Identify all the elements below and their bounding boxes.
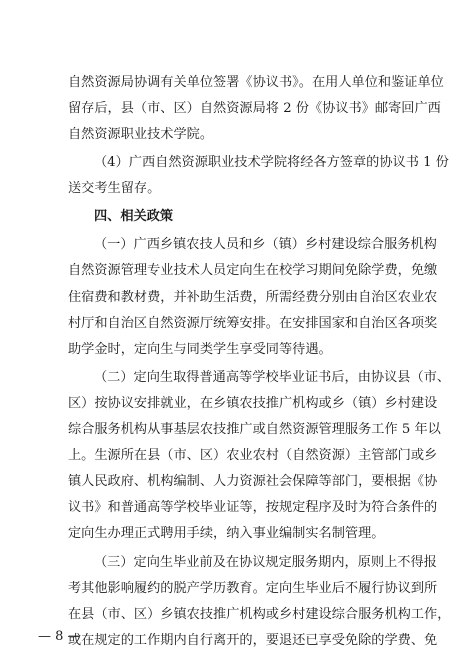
paragraph-line: （一）广西乡镇农技人员和乡（镇）乡村建设综合服务机构 <box>94 237 437 252</box>
paragraph-line: 自然资源职业技术学院。 <box>68 127 214 142</box>
paragraph-line: 上。生源所在县（市、区）农业农村（自然资源）主管部门或乡 <box>68 448 438 463</box>
paragraph-line: 区）按协议安排就业，在乡镇农技推广机构或乡（镇）乡村建设 <box>68 396 438 411</box>
paragraph-line: 留存后，县（市、区）自然资源局将 2 份《协议书》邮寄回广西 <box>68 101 441 116</box>
paragraph-line: 在县（市、区）乡镇农技推广机构或乡村建设综合服务机构工作， <box>68 607 451 622</box>
paragraph-line: 综合服务机构从事基层农技推广或自然资源管理服务工作 5 年以 <box>68 422 441 437</box>
paragraph-line: 考其他影响履约的脱产学历教育。定向生毕业后不履行协议到所 <box>68 581 438 596</box>
paragraph-line: 自然资源管理专业技术人员定向生在校学习期间免除学费，免缴 <box>68 263 438 278</box>
paragraph-line: 村厅和自治区自然资源厅统筹安排。在安排国家和自治区各项奖 <box>68 316 438 331</box>
paragraph-line: 住宿费和教材费，并补助生活费，所需经费分别由自治区农业农 <box>68 290 438 305</box>
section-heading: 四、相关政策 <box>94 209 174 224</box>
paragraph-line: （4）广西自然资源职业技术学院将经各方签章的协议书 1 份 <box>94 155 449 170</box>
paragraph-line: 议书》和普通高等学校毕业证等，按规定程序及时为符合条件的 <box>68 500 438 515</box>
paragraph-line: 送交考生留存。 <box>68 181 161 196</box>
paragraph-line: （三）定向生毕业前及在协议规定服务期内，原则上不得报 <box>94 555 437 570</box>
paragraph-line: 或在规定的工作期内自行离开的，要退还已享受免除的学费、免 <box>68 633 438 648</box>
page-number: — 8 — <box>38 629 81 644</box>
paragraph-line: 定向生办理正式聘用手续，纳入事业编制实名制管理。 <box>68 526 385 541</box>
paragraph-line: （二）定向生取得普通高等学校毕业证书后，由协议县（市、 <box>94 370 451 385</box>
paragraph-line: 助学金时，定向生与同类学生享受同等待遇。 <box>68 342 332 357</box>
paragraph-line: 自然资源局协调有关单位签署《协议书》。在用人单位和鉴证单位 <box>68 75 444 90</box>
paragraph-line: 镇人民政府、机构编制、人力资源社会保障等部门，要根据《协 <box>68 474 438 489</box>
